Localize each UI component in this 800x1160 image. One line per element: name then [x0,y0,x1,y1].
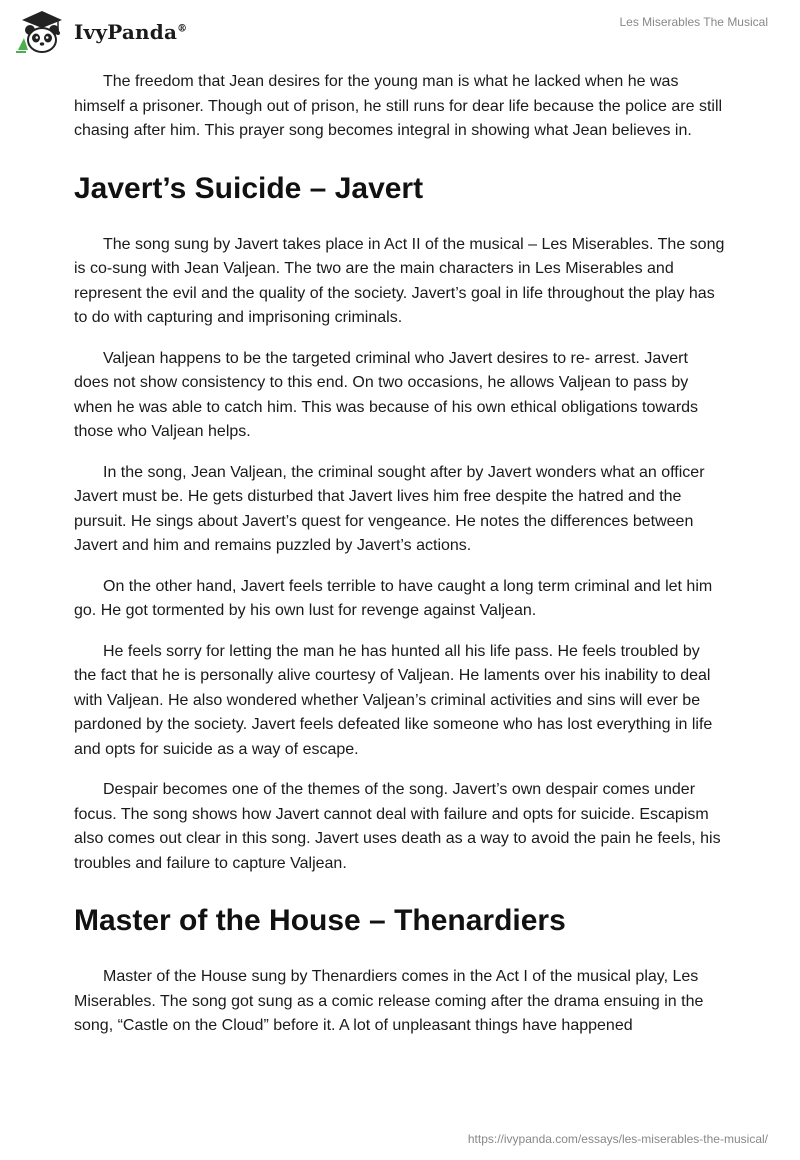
page-header [0,0,800,62]
source-url[interactable]: https://ivypanda.com/essays/les-miserables-the-musical/ [467,1132,768,1146]
paragraph: The freedom that Jean desires for the young man is what he lacked when he was himself a prisoner. Though out of prison, he still runs for dear life because the police are still chasing after him. This prayer song becomes integral in showing what Jean believes in. [74,73,723,139]
paragraph: Despair becomes one of the themes of the song. Javert’s own despair comes under focus. The song shows how Javert cannot deal with failure and opts for suicide. Escapism also comes out clear in this song. Javert uses death as a way to avoid the pain he feels, his troubles and failure to capture Valjean. [74,781,721,872]
ivypanda-logo[interactable] [14,8,214,56]
brand-name: IvyPanda® [74,20,188,44]
paragraph: He feels sorry for letting the man he has hunted all his life pass. He feels troubled by the fact that he is personally alive courtesy of Valjean. He laments over his inability to deal with Valjean. He also wondered whether Valjean’s criminal activities and sins will ever be pardoned by the society. Javert feels defeated like someone who has lost everything in life and opts for suicide as a way of escape. [74,642,713,758]
paragraph: On the other hand, Javert feels terrible to have caught a long term criminal and let him go. He got tormented by his own lust for revenge against Valjean. [74,577,713,619]
essay-body [74,70,726,1055]
paragraph: Valjean happens to be the targeted criminal who Javert desires to re- arrest. Javert does not show consistency to this end. On two occasions, he allows Valjean to pass by when he was able to catch him. This was because of his own ethical obligations towards those who Valjean helps. [74,349,699,440]
section-heading: Javert’s Suicide – Javert [74,171,424,205]
document-title: Les Miserables The Musical [619,15,768,29]
panda-graduate-icon [14,8,70,56]
section-heading: Master of the House – Thenardiers [74,904,566,937]
paragraph: The song sung by Javert takes place in Act II of the musical – Les Miserables. The song is co-sung with Jean Valjean. The two are the main characters in Les Miserables and represent the evil and the quality of the society. Javert’s goal in life throughout the play has to do with capturing and imprisoning criminals. [74,235,725,326]
paragraph: In the song, Jean Valjean, the criminal sought after by Javert wonders what an officer Javert must be. He gets disturbed that Javert lives him free despite the hatred and the pursuit. He sings about Javert’s quest for vengeance. He notes the differences between Javert and him and remains puzzled by Javert’s actions. [74,463,705,554]
paragraph: Master of the House sung by Thenardiers comes in the Act I of the musical play, Les Miserables. The song got sung as a comic release coming after the drama ensuing in the song, “Castle on the Cloud” before it. A lot of unpleasant things have happened [74,968,704,1034]
